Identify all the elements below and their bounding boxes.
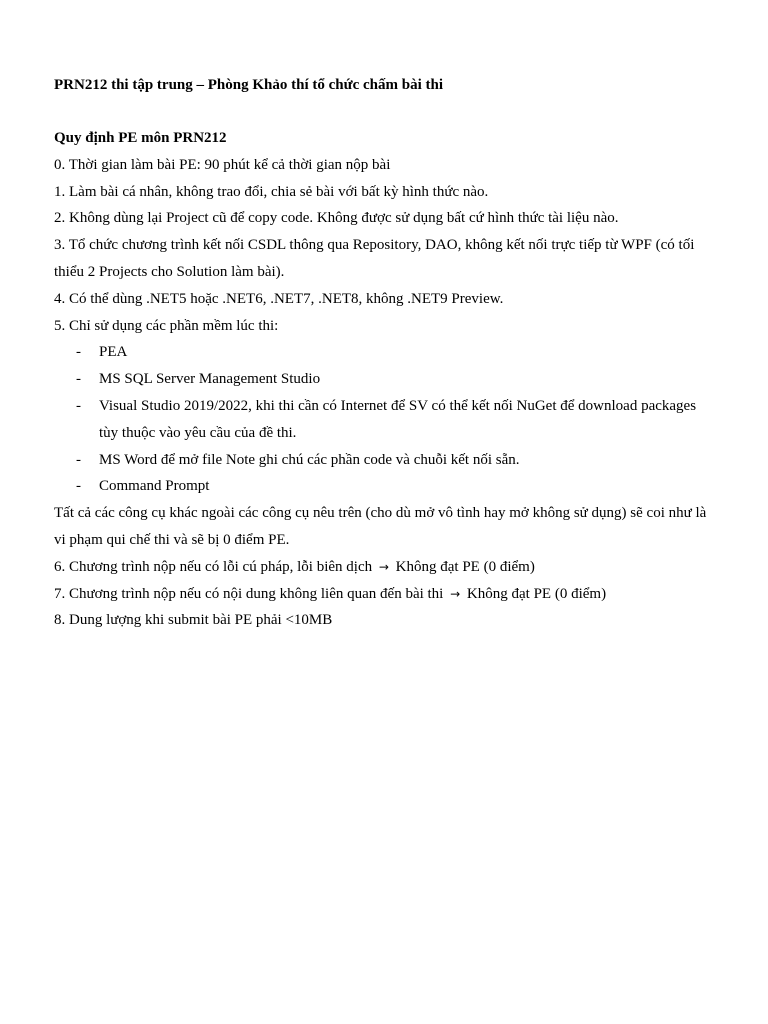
list-item	[54, 366, 714, 393]
arrow-right-icon: →	[378, 559, 389, 574]
list-item	[54, 393, 714, 447]
other-tools-note: Tất cả các công cụ khác ngoài các công cụ nêu trên (cho dù mở vô tình hay mở không sử dụng) sẽ coi như là vi phạm qui chế thi và sẽ bị 0 điểm PE.	[54, 505, 707, 548]
document-page	[54, 72, 714, 634]
rule-6-condition: 6. Chương trình nộp nếu có lỗi cú pháp, lỗi biên dịch	[54, 558, 373, 575]
rule-1: 1. Làm bài cá nhân, không trao đổi, chia sẻ bài với bất kỳ hình thức nào.	[54, 183, 489, 200]
bullet-dash: -	[76, 397, 81, 414]
rule-7-condition: 7. Chương trình nộp nếu có nội dung không liên quan đến bài thi	[54, 585, 444, 602]
document-title: PRN212 thi tập trung – Phòng Khảo thí tổ chức chấm bài thi	[54, 77, 444, 93]
rule-5: 5. Chỉ sử dụng các phần mềm lúc thi:	[54, 317, 279, 334]
rule-3: 3. Tổ chức chương trình kết nối CSDL thông qua Repository, DAO, không kết nối trực tiếp từ WPF (có tối thiểu 2 Projects cho Solution làm bài).	[54, 237, 695, 280]
list-item	[54, 473, 714, 500]
rule-7-result: Không đạt PE (0 điểm)	[466, 585, 607, 602]
list-item	[54, 339, 714, 366]
rule-0: 0. Thời gian làm bài PE: 90 phút kể cả thời gian nộp bài	[54, 156, 391, 173]
rule-2: 2. Không dùng lại Project cũ để copy code. Không được sử dụng bất cứ hình thức tài liệu nào.	[54, 210, 619, 227]
tool-label: Visual Studio 2019/2022, khi thi cần có Internet để SV có thể kết nối NuGet để download packages tùy thuộc vào yêu cầu của đề thi.	[99, 397, 697, 441]
rule-4: 4. Có thể dùng .NET5 hoặc .NET6, .NET7, .NET8, không .NET9 Preview.	[54, 290, 504, 307]
rule-6-result: Không đạt PE (0 điểm)	[395, 558, 535, 575]
section-heading: Quy định PE môn PRN212	[54, 130, 227, 146]
tool-label: MS SQL Server Management Studio	[99, 371, 321, 388]
bullet-dash: -	[76, 451, 81, 468]
bullet-dash: -	[76, 371, 81, 388]
rule-7	[54, 581, 714, 608]
list-item	[54, 447, 714, 474]
rule-6	[54, 554, 714, 581]
arrow-right-icon: →	[450, 586, 461, 601]
tool-label: MS Word để mở file Note ghi chú các phần code và chuỗi kết nối sẵn.	[99, 451, 520, 468]
bullet-dash: -	[76, 478, 81, 495]
tool-label: PEA	[99, 344, 128, 361]
allowed-tools-list	[54, 339, 714, 500]
rule-8: 8. Dung lượng khi submit bài PE phải <10MB	[54, 612, 333, 629]
bullet-dash: -	[76, 344, 81, 361]
tool-label: Command Prompt	[99, 478, 210, 495]
